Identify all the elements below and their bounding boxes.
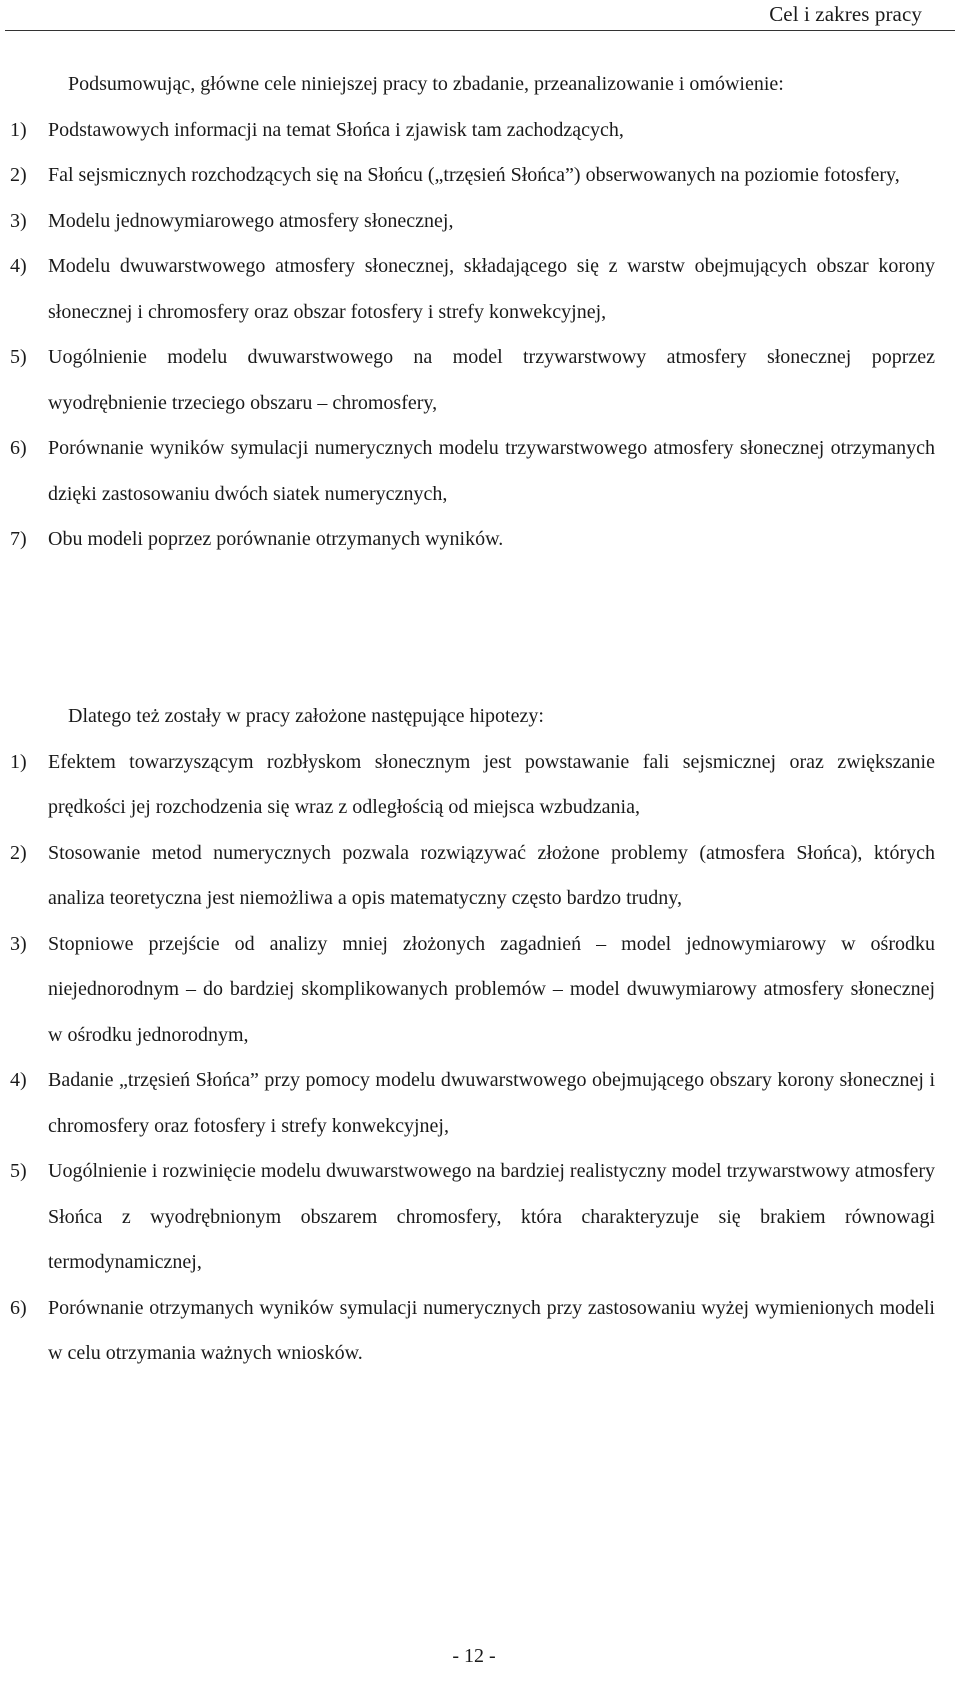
- list-item-text: Fal sejsmicznych rozchodzących się na Słońcu („trzęsień Słońca”) obserwowanych na poziomie fotosfery,: [48, 164, 900, 186]
- list-item-text: Stosowanie metod numerycznych pozwala rozwiązywać złożone problemy (atmosfera Słońca), których analiza teoretyczna jest niemożliwa a opis matematyczny często bardzo trudny,: [48, 841, 935, 909]
- list-item-text: Obu modeli poprzez porównanie otrzymanych wyników.: [48, 528, 504, 550]
- list-item: [10, 1286, 935, 1377]
- list-item: [10, 517, 935, 563]
- list-item: [10, 244, 935, 335]
- goals-section: [10, 62, 935, 563]
- list-item-text: Porównanie wyników symulacji numerycznych modelu trzywarstwowego atmosfery słonecznej otrzymanych dzięki zastosowaniu dwóch siatek numerycznych,: [48, 437, 935, 505]
- list-item-number: 3): [10, 209, 27, 232]
- list-item: [10, 740, 935, 831]
- list-item-number: 7): [10, 528, 27, 550]
- list-item-number: 4): [10, 1069, 27, 1091]
- list-item-number: 3): [10, 932, 27, 955]
- list-item: [10, 1149, 935, 1286]
- list-item-text: Uogólnienie i rozwinięcie modelu dwuwarstwowego na bardziej realistyczny model trzywarstwowy atmosfery Słońca z wyodrębnionym obszarem chromosfery, która charakteryzuje się brakiem równowagi termodynamicznej,: [48, 1160, 935, 1273]
- list-item-text: Stopniowe przejście od analizy mniej złożonych zagadnień – model jednowymiarowy w ośrodku niejednorodnym – do bardziej skomplikowanych problemów – model dwuwymiarowy atmosfery słonecznej w ośrodku jednorodnym,: [48, 932, 935, 1046]
- hypotheses-section: [10, 694, 935, 1377]
- list-item-text: Efektem towarzyszącym rozbłyskom słonecznym jest powstawanie fali sejsmicznej oraz zwiększanie prędkości jej rozchodzenia się wraz z odległością od miejsca wzbudzania,: [48, 750, 935, 818]
- list-item: [10, 831, 935, 922]
- list-item-number: 2): [10, 164, 27, 186]
- list-item: [10, 922, 935, 1059]
- list-item: [10, 108, 935, 154]
- page-number: - 12 -: [452, 1645, 496, 1667]
- header-title: Cel i zakres pracy: [769, 2, 922, 26]
- header-divider: [5, 30, 955, 31]
- list-item-number: 2): [10, 841, 27, 864]
- list-item-text: Uogólnienie modelu dwuwarstwowego na model trzywarstwowy atmosfery słonecznej poprzez wyodrębnienie trzeciego obszaru – chromosfery,: [48, 346, 935, 414]
- list-item: [10, 335, 935, 426]
- list-item: [10, 1058, 935, 1149]
- goals-intro: Podsumowując, główne cele niniejszej pracy to zbadanie, przeanalizowanie i omówienie:: [68, 73, 784, 95]
- list-item-number: 5): [10, 346, 27, 368]
- list-item: [10, 199, 935, 245]
- list-item-text: Badanie „trzęsień Słońca” przy pomocy modelu dwuwarstwowego obejmującego obszary korony słonecznej i chromosfery oraz fotosfery i strefy konwekcyjnej,: [48, 1069, 935, 1137]
- list-item: [10, 153, 935, 199]
- list-item-text: Modelu dwuwarstwowego atmosfery słonecznej, składającego się z warstw obejmujących obszar korony słonecznej i chromosfery oraz obszar fotosfery i strefy konwekcyjnej,: [48, 255, 935, 323]
- list-item-number: 4): [10, 255, 27, 277]
- hypotheses-intro: Dlatego też zostały w pracy założone następujące hipotezy:: [68, 705, 544, 727]
- page-header: [0, 0, 960, 28]
- list-item-number: 1): [10, 118, 27, 141]
- list-item: [10, 426, 935, 517]
- page-footer: [0, 1642, 960, 1670]
- list-item-number: 5): [10, 1160, 27, 1182]
- list-item-number: 6): [10, 1296, 27, 1319]
- list-item-text: Podstawowych informacji na temat Słońca i zjawisk tam zachodzących,: [48, 118, 624, 141]
- list-item-text: Modelu jednowymiarowego atmosfery słonecznej,: [48, 209, 454, 232]
- list-item-number: 1): [10, 750, 27, 773]
- list-item-number: 6): [10, 437, 27, 459]
- goals-list: [10, 108, 935, 563]
- hypotheses-list: [10, 740, 935, 1377]
- list-item-text: Porównanie otrzymanych wyników symulacji numerycznych przy zastosowaniu wyżej wymienionych modeli w celu otrzymania ważnych wniosków.: [48, 1296, 935, 1364]
